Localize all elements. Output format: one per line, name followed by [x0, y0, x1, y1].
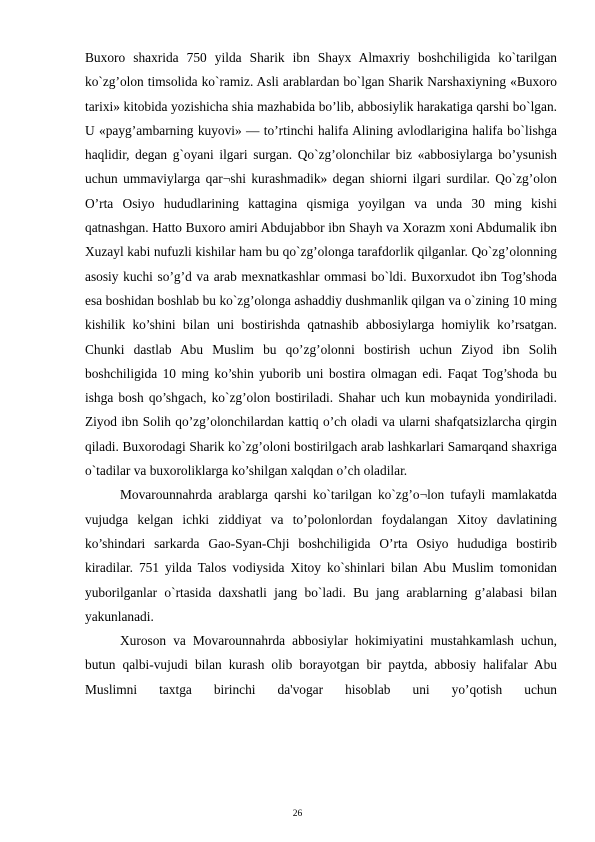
page-number: 26 [292, 809, 303, 819]
paragraph-2: Movarounnahrda arablarga qarshi ko`tarilgan ko`zg’o¬lon tufayli mamlakatda vujudga kelgan ichki ziddiyat va to’polonlordan foydalangan Xitoy davlatining ko’shindari sarkarda Gao-Syan-Chji boshchiligida O’rta Osiyo hududiga bostirib kiradilar. 751 yilda Talos vodiysida Xitoy ko`shinlari bilan Abu Muslim tomonidan yuborilganlar o`rtasida daxshatli jang bo`ladi. Bu jang arablarning g’alabasi bilan yakunlanadi. [85, 487, 557, 624]
paragraph-1: Buxoro shaxrida 750 yilda Sharik ibn Shayx Almaxriy boshchiligida ko`tarilgan ko`zg’olon timsolida ko`ramiz. Asli arablardan bo`lgan Sharik Narshaxiyning «Buxoro tarixi» kitobida yozishicha shia mazhabida bo’lib, abbosiylik harakatiga qarshi bo`lgan. U «payg’ambarning kuyovi» — to’rtinchi halifa Alining avlodlarigina halifa bo`lishga haqlidir, degan g`oyani ilgari surgan. Qo`zg’olonchilar biz «abbosiylarga bo’ysunish uchun ummaviylarga qar¬shi kurashmadik» degan shiorni ilgari surdilar. Qo`zg’olon O’rta Osiyo hududlarining kattagina qismiga yoyilgan va unda 30 ming kishi qatnashgan. Hatto Buxoro amiri Abdujabbor ibn Shayh va Xorazm xoni Abdumalik ibn Xuzayl kabi nufuzli kishilar ham bu qo`zg’olonga tarafdorlik qilganlar. Qo`zg’olonning asosiy kuchi so’g’d va arab mexnatkashlar ommasi bo`ldi. Buxorxudot ibn Tog’shoda esa boshidan boshlab bu ko`zg’olonga ashaddiy dushmanlik qilgan va o`zining 10 ming kishilik ko’shini bilan uni bostirishda qatnashib abbosiylarga homiylik ko’rsatgan. Chunki dastlab Abu Muslim bu qo’zg’olonni bostirish uchun Ziyod ibn Solih boshchiligida 10 ming ko’shin yuborib uni bostira olmagan edi. Faqat Tog’shoda bu ishga bosh qo’shgach, ko`zg’olon bostiriladi. Shahar uch kun mobaynida yondiriladi. Ziyod ibn Solih qo’zg’olonchilardan kattiq o’ch oladi va ularni shafqatsizlarcha qirgin qiladi. Buxorodagi Sharik ko`zg’oloni bostirilgach arab lashkarlari Samarqand shaxriga o`tadilar va buxoroliklarga ko’shilgan xalqdan o’ch oladilar. [85, 50, 557, 479]
body-text [85, 46, 557, 702]
paragraph-3: Xuroson va Movarounnahrda abbosiylar hokimiyatini mustahkamlash uchun, butun qalbi-vujudi bilan kurash olib borayotgan bir paytda, abbosiy halifalar Abu Muslimni taxtga birinchi da'vogar hisoblab uni yo’qotish uchun [85, 633, 557, 697]
